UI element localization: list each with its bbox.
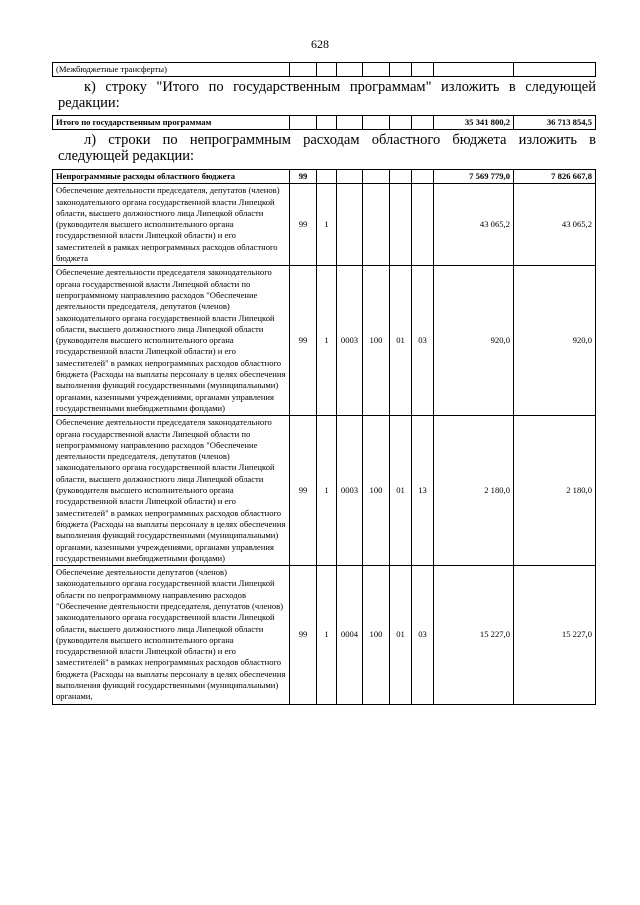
table-row	[53, 266, 596, 416]
code-sub: 1	[317, 266, 337, 416]
paragraph-l-line1: л) строки по непрограммным расходам областного бюджета изложить в	[84, 132, 596, 148]
amount-2: 7 826 667,8	[514, 170, 596, 184]
code-expense-type	[363, 170, 390, 184]
code-division	[390, 184, 412, 266]
code-subdivision	[412, 184, 434, 266]
amount-1: 43 065,2	[434, 184, 514, 266]
amount-1: 2 180,0	[434, 416, 514, 566]
code-division: 01	[390, 266, 412, 416]
table-row	[53, 116, 596, 130]
code-section: 99	[290, 266, 317, 416]
code-direction	[337, 184, 363, 266]
code-section: 99	[290, 416, 317, 566]
table-nonprogram-expenses	[52, 169, 596, 705]
row-description: Обеспечение деятельности председателя законодательного органа государственной власти Липецкой области по непрограммному направлению расходов "Обеспечение деятельности председателя, депутатов (членов) законодательного органа государственной власти Липецкой области, высшего должностного лица Липецкой области (руководителя высшего исполнительного органа государственной власти Липецкой области) и его заместителей" в рамках непрограммных расходов областного бюджета (Расходы на выплаты персоналу в целях обеспечения выполнения функций государственными (муниципальными) органами, казенными учреждениями, органами управления государственными внебюджетными фондами)	[53, 416, 290, 566]
total-label: Итого по государственным программам	[53, 116, 290, 130]
paragraph-k-line1: к) строку "Итого по государственным программам" изложить в следующей	[84, 79, 596, 95]
amount-2: 43 065,2	[514, 184, 596, 266]
code-direction: 0003	[337, 416, 363, 566]
code-division	[390, 170, 412, 184]
row-description: Обеспечение деятельности председателя, депутатов (членов) законодательного органа государственной власти Липецкой области, высшего должностного лица Липецкой области (руководителя высшего исполнительного органа государственной власти Липецкой области) и его заместителей в рамках непрограммных расходов областного бюджета	[53, 184, 290, 266]
code-sub: 1	[317, 184, 337, 266]
code-direction	[337, 170, 363, 184]
total-value-1: 35 341 800,2	[434, 116, 514, 130]
code-expense-type: 100	[363, 266, 390, 416]
amount-1: 15 227,0	[434, 566, 514, 705]
amount-2: 2 180,0	[514, 416, 596, 566]
code-sub: 1	[317, 566, 337, 705]
total-value-2: 36 713 854,5	[514, 116, 596, 130]
amount-2: 920,0	[514, 266, 596, 416]
table-interbudget-transfers	[52, 62, 596, 77]
code-direction: 0004	[337, 566, 363, 705]
amount-1: 7 569 779,0	[434, 170, 514, 184]
row-description: Обеспечение деятельности депутатов (членов) законодательного органа государственной власти Липецкой области по непрограммному направлению расходов "Обеспечение деятельности председателя, депутатов (членов) законодательного органа государственной власти Липецкой области, высшего должностного лица Липецкой области (руководителя высшего исполнительного органа государственной власти Липецкой области) и его заместителей" в рамках непрограммных расходов областного бюджета (Расходы на выплаты персоналу в целях обеспечения выполнения функций государственными (муниципальными) органами,	[53, 566, 290, 705]
code-direction: 0003	[337, 266, 363, 416]
row-label: (Межбюджетные трансферты)	[53, 63, 290, 77]
row-description: Непрограммные расходы областного бюджета	[53, 170, 290, 184]
code-expense-type: 100	[363, 566, 390, 705]
code-subdivision: 13	[412, 416, 434, 566]
table-total-programs	[52, 115, 596, 130]
page-number: 628	[311, 37, 329, 51]
code-section: 99	[290, 566, 317, 705]
code-division: 01	[390, 416, 412, 566]
code-expense-type	[363, 184, 390, 266]
row-description: Обеспечение деятельности председателя законодательного органа государственной власти Липецкой области по непрограммному направлению расходов "Обеспечение деятельности председателя, депутатов (членов) законодательного органа государственной власти Липецкой области, высшего должностного лица Липецкой области (руководителя высшего исполнительного органа государственной власти Липецкой области) и его заместителей" в рамках непрограммных расходов областного бюджета (Расходы на выплаты персоналу в целях обеспечения выполнения функций государственными (муниципальными) органами, казенными учреждениями, органами управления государственными внебюджетными фондами)	[53, 266, 290, 416]
amount-1: 920,0	[434, 266, 514, 416]
code-subdivision: 03	[412, 266, 434, 416]
table-row	[53, 416, 596, 566]
code-sub	[317, 170, 337, 184]
code-section: 99	[290, 184, 317, 266]
table-row	[53, 184, 596, 266]
amount-2: 15 227,0	[514, 566, 596, 705]
code-subdivision	[412, 170, 434, 184]
code-section: 99	[290, 170, 317, 184]
code-sub: 1	[317, 416, 337, 566]
table-row	[53, 63, 596, 77]
code-division: 01	[390, 566, 412, 705]
table-row	[53, 566, 596, 705]
code-subdivision: 03	[412, 566, 434, 705]
table-row	[53, 170, 596, 184]
code-expense-type: 100	[363, 416, 390, 566]
paragraph-l-line2: следующей редакции:	[58, 148, 195, 164]
paragraph-k-line2: редакции:	[58, 95, 120, 111]
